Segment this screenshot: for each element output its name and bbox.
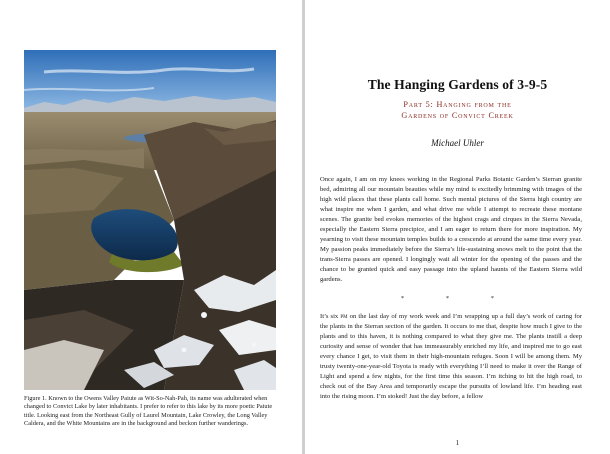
body-paragraph-2 — [320, 312, 582, 402]
article-title: The Hanging Gardens of 3-9-5 — [367, 77, 548, 92]
article-subtitle — [305, 99, 610, 122]
landscape-illustration — [24, 50, 276, 390]
author-name: Michael Uhler — [431, 138, 484, 148]
subtitle-line-2: Gardens of Convict Creek — [401, 111, 514, 121]
paragraph-2-rest: on the last day of my work week and I’m wrapping up a full day’s work of caring for the plants in the Sierran section of the garden. It occurs to me that, despite how much I give to the plants and to this haven, it is nothing compared to what they give me. The plants instill a deep curiosity and sense of wonder that has immeasurably enriched my life, and inspired me to go east every chance I get, to visit them in their high-mountain refuges. Soon I will be among them. My trusty twenty-one-year-old Toyota is ready with everything I’ll need to make it over the Range of Light and spend a few nights, for the first time this season. I’m itching to hit the high road, to check out of the Bay Area and temporarily escape the pursuits of lowland life. I’m heading east into the rising moon. I’m stoked! Just the day before, a fellow — [320, 313, 582, 401]
page-number: 1 — [455, 439, 460, 447]
paragraph-2-lead: It’s six — [320, 313, 341, 320]
figure-photo — [24, 50, 276, 390]
figure-caption: Figure 1. Known to the Owens Valley Paiute as Wit-So-Nah-Pah, its name was adulterated when changed to Convict Lake by later inhabitants. I prefer to refer to this lake by its more poetic Paiute title. Looking east from the Northeast Gully of Laurel Mountain, Lake Crowley, the Long Valley Caldera, and the White Mountains are in the background and beckon further wanderings. — [24, 395, 273, 427]
time-abbreviation: pm — [340, 313, 348, 320]
body-paragraph-1: Once again, I am on my knees working in the Regional Parks Botanic Garden’s Sierran granite bed, admiring all our mountain beauties while my mind is excitedly brimming with images of the high wild places that these plants call home. Such mental pictures of the Sierra high country are what inspire me when I garden, and what drive me while I attempt to recreate these montane scenes. The granite bed evokes memories of the highest crags and cirques in the Sierra Nevada, especially the Eastern Sierra precipice, and I am eager to return there for more inspiration. My yearning to visit these mountain temples builds to a crescendo at around the same time every year. My passion peaks immediately before the Sierra’s life-sustaining snows melt to the point that the trans-Sierra passes are opened. I longingly wait all winter for the opening of the passes and the chance to be granted quick and easy passage into the upland haunts of the Eastern Sierra wild gardens. — [320, 176, 582, 284]
subtitle-line-1: Part 5: Hanging from the — [403, 100, 512, 109]
section-separator: * * * — [400, 295, 515, 302]
